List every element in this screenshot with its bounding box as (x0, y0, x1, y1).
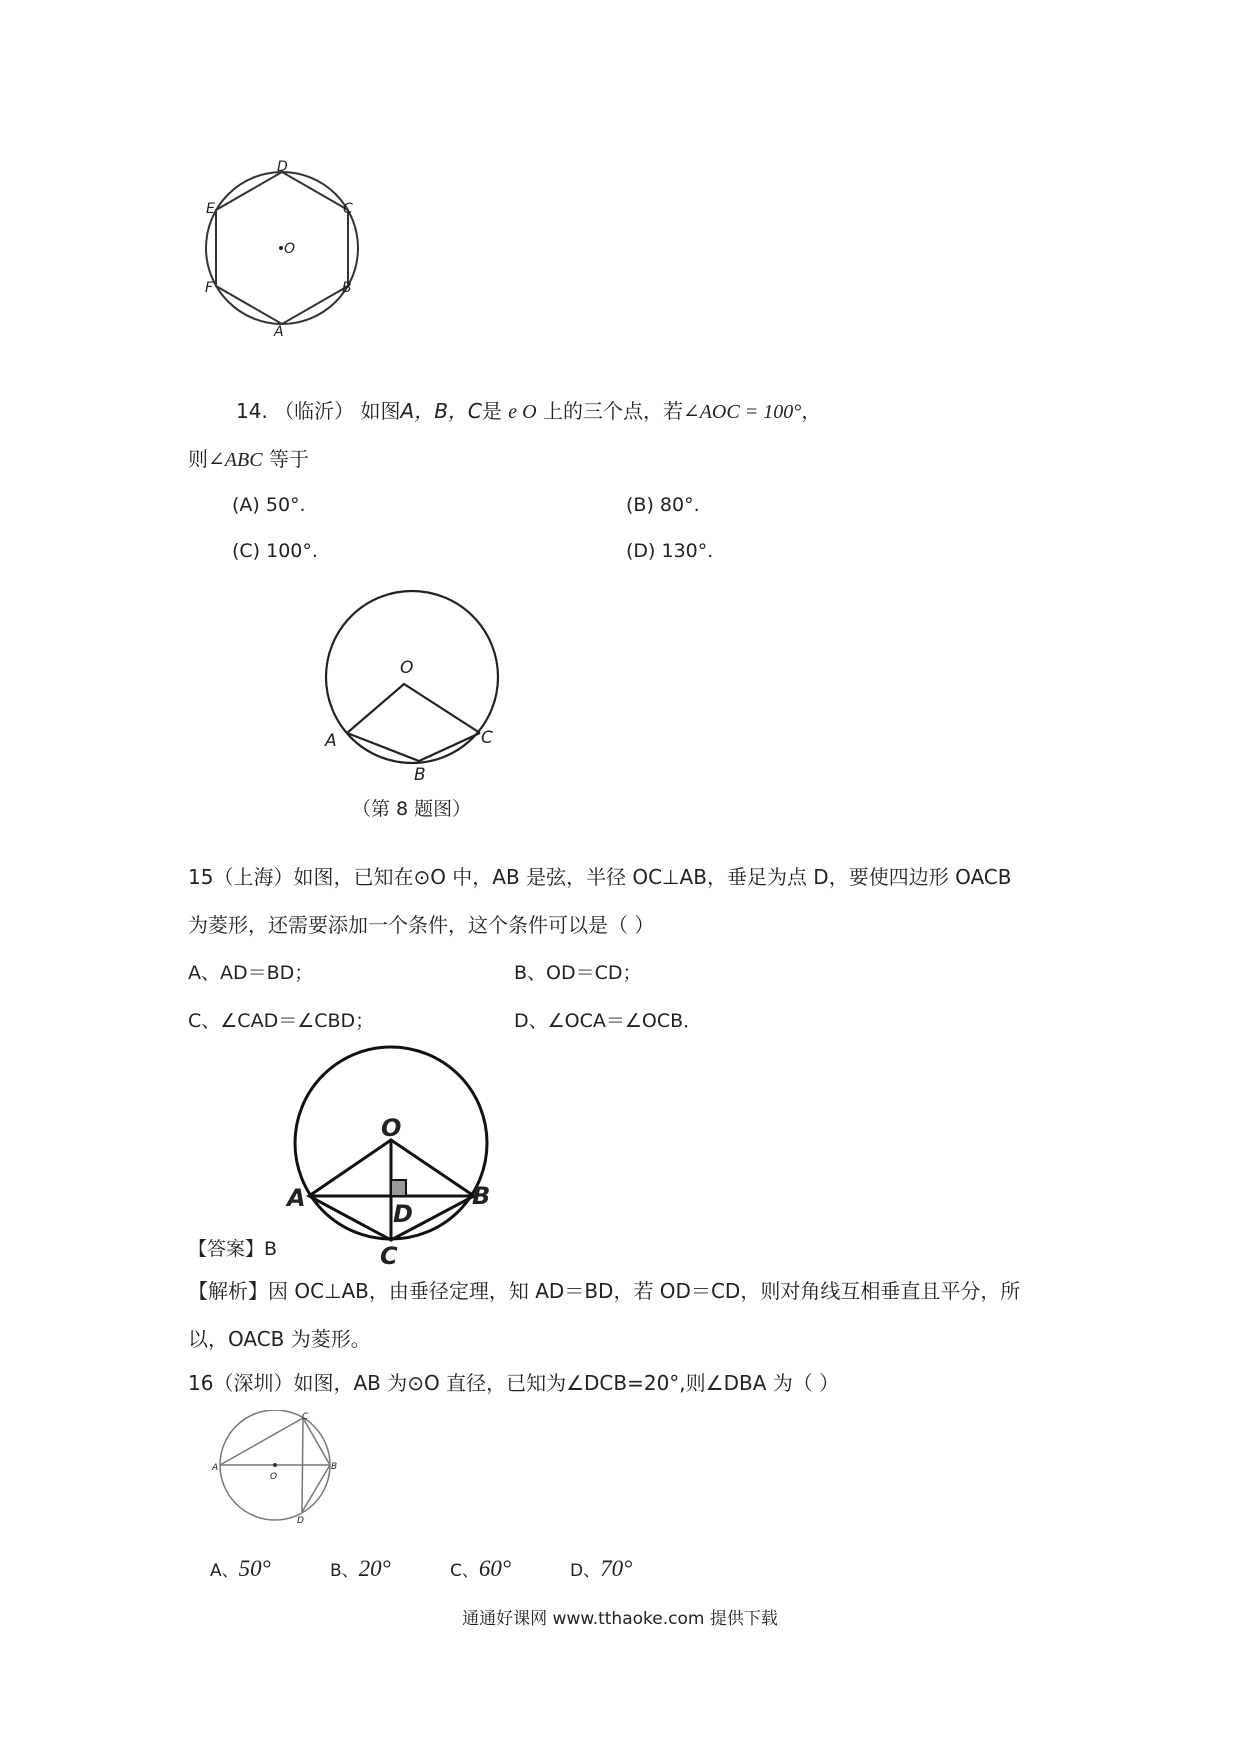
q14-line2-b: 等于 (268, 447, 309, 471)
q14-circle-symbol: e O (508, 401, 537, 423)
q14-option-a: (A) 50°. (232, 494, 306, 516)
q14-line2-a: 则 (188, 447, 208, 471)
q15-line2: 为菱形，还需要添加一个条件，这个条件可以是（ ） (188, 913, 655, 937)
q16-option-d-value: 70° (600, 1556, 633, 1581)
q16-fig-label-d: D (297, 1516, 304, 1525)
q16-option-b-value: 20° (358, 1556, 391, 1581)
q16-option-c-letter: C、 (450, 1561, 479, 1581)
q15-line1: 15（上海）如图，已知在⊙O 中，AB 是弦，半径 OC⊥AB，垂足为点 D，要使四边形 OACB (188, 865, 1012, 889)
q16-option-a-value: 50° (238, 1556, 271, 1581)
q16-option-a (210, 1556, 271, 1584)
hex-label-o: O (284, 241, 296, 257)
page-footer: 通通好课网 www.tthaoke.com 提供下载 (462, 1609, 778, 1629)
q14-fig-label-a: A (325, 731, 337, 751)
q15-analysis-line1 (188, 1278, 1020, 1304)
q14-option-b: (B) 80°. (626, 494, 700, 516)
q14-stem-a: 如图 (360, 399, 401, 423)
q14-option-d: (D) 130°. (626, 540, 714, 562)
q15-option-d: D、∠OCA＝∠OCB． (514, 1010, 703, 1032)
q15-answer (188, 1236, 277, 1262)
q15-option-c: C、∠CAD＝∠CBD； (188, 1010, 375, 1032)
q16-option-c (450, 1556, 511, 1584)
q16-fig-label-o: O (270, 1472, 278, 1482)
hex-label-f: F (205, 280, 214, 296)
q16-option-d-letter: D、 (570, 1561, 601, 1581)
hexagon-figure (185, 140, 365, 340)
hex-label-b: B (342, 280, 352, 296)
q15-figure (280, 1040, 500, 1270)
q14-option-c: (C) 100°. (232, 540, 318, 562)
q15-fig-label-c: C (380, 1242, 398, 1270)
q14-line2 (188, 446, 309, 473)
q16-line1: 16（深圳）如图，AB 为⊙O 直径，已知为∠DCB=20°,则∠DBA 为（ ） (188, 1371, 840, 1395)
q14-figure (310, 580, 520, 780)
q15-option-b: B、OD＝CD； (514, 962, 642, 984)
q14-fig-label-c: C (481, 728, 493, 748)
q15-analysis-line2: 以，OACB 为菱形。 (188, 1327, 371, 1351)
q15-fig-label-a: A (287, 1184, 306, 1212)
q15-analysis-tag: 【解析】 (188, 1279, 268, 1303)
q15-fig-label-o: O (381, 1114, 402, 1142)
q15-option-a: A、AD＝BD； (188, 962, 314, 984)
q16-fig-label-a: A (212, 1463, 219, 1473)
q16-option-b (330, 1556, 391, 1584)
q16-fig-label-c: C (302, 1412, 309, 1422)
q16-fig-label-b: B (331, 1462, 338, 1472)
hex-label-c: C (343, 201, 353, 217)
hex-label-e: E (206, 201, 215, 217)
q14-figure-caption: （第 8 题图） (352, 798, 472, 820)
hex-label-a: A (274, 324, 284, 340)
q14-stem-c: 上的三个点，若 (542, 399, 683, 423)
q15-fig-label-b: B (472, 1182, 491, 1210)
q14-stem-b: 是 (481, 399, 502, 423)
q15-fig-label-d: D (393, 1200, 413, 1228)
q14-angle-given: ∠AOC = 100° (682, 401, 802, 423)
q15-analysis-text1: 因 OC⊥AB，由垂径定理，知 AD＝BD，若 OD＝CD，则对角线互相垂直且平分，所 (268, 1279, 1021, 1303)
q14-source: （临沂） (274, 399, 355, 423)
q14-points: A，B，C (400, 399, 482, 423)
q14-stem-end: ， (801, 399, 822, 423)
q16-figure (210, 1410, 340, 1525)
q14-angle-asked: ∠ABC (208, 449, 263, 471)
q16-option-c-value: 60° (478, 1556, 512, 1581)
hex-label-d: D (277, 159, 288, 175)
q14-line1 (236, 398, 821, 425)
q14-number: 14. (236, 399, 268, 423)
q16-option-a-letter: A、 (210, 1561, 239, 1581)
q14-fig-label-b: B (414, 765, 426, 780)
q15-answer-tag: 【答案】 (188, 1238, 265, 1260)
q14-fig-label-o: O (400, 658, 414, 678)
q16-option-d (570, 1556, 632, 1584)
q16-option-b-letter: B、 (330, 1561, 359, 1581)
q15-answer-value: B (264, 1238, 278, 1260)
